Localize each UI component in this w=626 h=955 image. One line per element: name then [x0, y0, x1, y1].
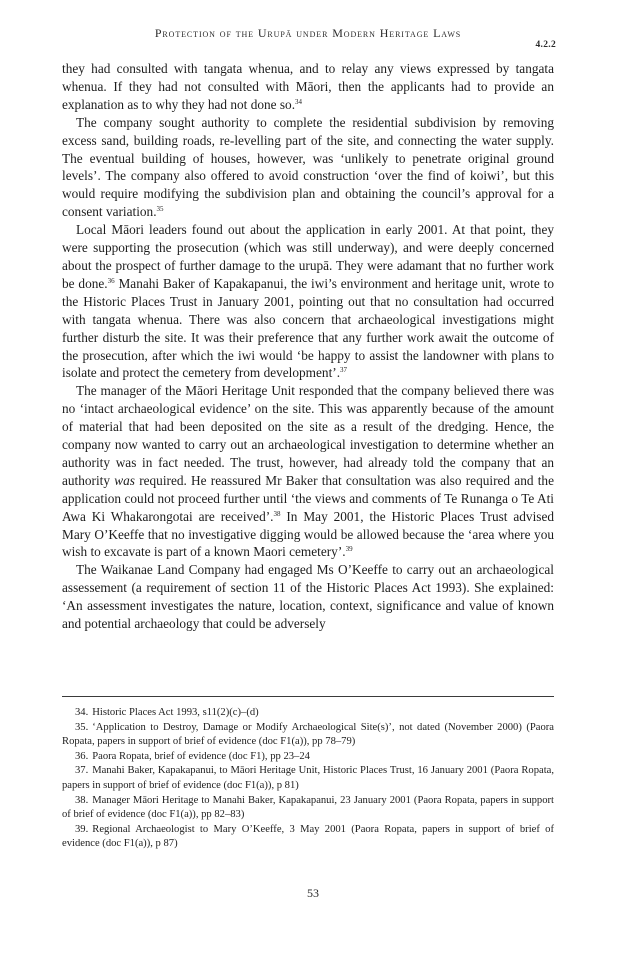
- section-number: 4.2.2: [535, 40, 556, 50]
- footnote-number: 36.: [75, 750, 89, 762]
- running-title: Protection of the Urupā under Modern Heritage Laws: [154, 26, 462, 40]
- footnote-text: Paora Ropata, brief of evidence (doc F1), pp 23–24: [92, 750, 310, 762]
- footnote-38: [62, 794, 554, 823]
- footnote-number: 38.: [75, 794, 89, 806]
- footnote-number: 37.: [75, 765, 89, 777]
- paragraph-text: The Waikanae Land Company had engaged Ms O’Keeffe to carry out an archaeological assessement (a requirement of section 11 of the Historic Places Act 1993). She explained: ‘An assessment investigates the nature, location, context, significance and value of known and potential archaeology that could be adversely: [62, 562, 554, 632]
- footnote-ref[interactable]: 39: [345, 545, 353, 554]
- footnote-text: Historic Places Act 1993, s11(2)(c)–(d): [92, 707, 259, 718]
- footnote-36: [62, 750, 554, 765]
- paragraph-3: [62, 221, 554, 382]
- footnote-ref[interactable]: 35: [156, 205, 164, 214]
- footnote-ref[interactable]: 36: [107, 276, 115, 285]
- paragraph-4: [62, 382, 554, 561]
- emphasis-text: was: [114, 472, 135, 488]
- footnote-35: [62, 721, 554, 750]
- paragraph-2: [62, 114, 554, 221]
- footnote-text: Manager Māori Heritage to Manahi Baker, Kapakapanui, 23 January 2001 (Paora Ropata, papers in support of brief of evidence (doc F1(a)), pp 82–83): [62, 794, 554, 821]
- footnote-text: Manahi Baker, Kapakapanui, to Māori Heritage Unit, Historic Places Trust, 16 January 2001 (Paora Ropata, papers in support of brief of evidence (doc F1(a)), p 81): [62, 765, 554, 791]
- paragraph-text: they had consulted with tangata whenua, and to relay any views expressed by tangata whenua. If they had not consulted with Māori, then the applicants had to provide an explanation as to why they had not done so.: [62, 61, 554, 112]
- paragraph-text: required. He reassured Mr Baker that consultation was also required and the application could not proceed further until ‘the views and comments of Te Runanga o Te Ati Awa Ki Whakarongotai are received’.: [62, 472, 554, 524]
- page-number: 53: [307, 886, 319, 900]
- footnote-ref[interactable]: 37: [340, 366, 348, 375]
- paragraph-text: Manahi Baker of Kapakapanui, the iwi’s environment and heritage unit, wrote to the Historic Places Trust in January 2001, pointing out that no consultation had occurred with tangata whenua. There was also concern that archaeological investigations might further disturb the site. It was their preference that any further work await the outcome of the prosecution, after which the iwi would ‘be happy to assist the landowner with plans to isolate and protect the cemetery from development’.: [62, 275, 555, 381]
- footnote-39: [62, 823, 554, 852]
- paragraph-1: [62, 60, 554, 114]
- paragraph-text: The company sought authority to complete the residential subdivision by removing excess sand, building roads, re-levelling part of the site, and connecting the water supply. The eventual building of houses, however, was ‘unlikely to penetrate original ground levels’. The company also offered to avoid construction ‘over the find of koiwi’, but this would require modifying the subdivision plan and obtaining the council’s approval for a consent variation.: [62, 114, 554, 220]
- paragraph-text: In May 2001, the Historic Places Trust advised Mary O’Keeffe that no investigative digging would be allowed because the ‘area where you wish to excavate is part of a known Maori cemetery’.: [62, 508, 554, 560]
- footnote-text: Regional Archaeologist to Mary O’Keeffe, 3 May 2001 (Paora Ropata, papers in support of brief of evidence (doc F1(a)), p 87): [62, 823, 554, 850]
- paragraph-5: [62, 561, 554, 633]
- paragraph-text: Local Māori leaders found out about the application in early 2001. At that point, they were supporting the prosecution (which was still underway), and were deeply concerned about the prospect of further damage to the urupā. They were adamant that no further work be done.: [62, 222, 554, 291]
- paragraph-text: The manager of the Māori Heritage Unit responded that the company believed there was no ‘intact archaeological evidence’ on the site. This was apparently because of the amount of material that had been deposited on the site as a result of the dredging. Hence, the company now wanted to carry out an archaeological investigation to determine whether an authority was in fact needed. The trust, however, had already told the company that an authority: [62, 383, 554, 488]
- footnotes: [62, 706, 554, 852]
- footnote-number: 34.: [75, 707, 89, 718]
- footnote-text: ‘Application to Destroy, Damage or Modify Archaeological Site(s)’, not dated (November 2000) (Paora Ropata, papers in support of brief of evidence (doc F1(a)), pp 78–79): [62, 721, 554, 748]
- body-text: [62, 60, 554, 633]
- footnote-number: 39.: [75, 823, 89, 835]
- footnote-divider: [62, 696, 554, 697]
- footnote-34: [62, 706, 554, 721]
- footnote-37: [62, 764, 554, 793]
- footnote-ref[interactable]: 34: [295, 97, 303, 106]
- footnote-ref[interactable]: 38: [273, 509, 281, 518]
- footnote-number: 35.: [75, 721, 89, 733]
